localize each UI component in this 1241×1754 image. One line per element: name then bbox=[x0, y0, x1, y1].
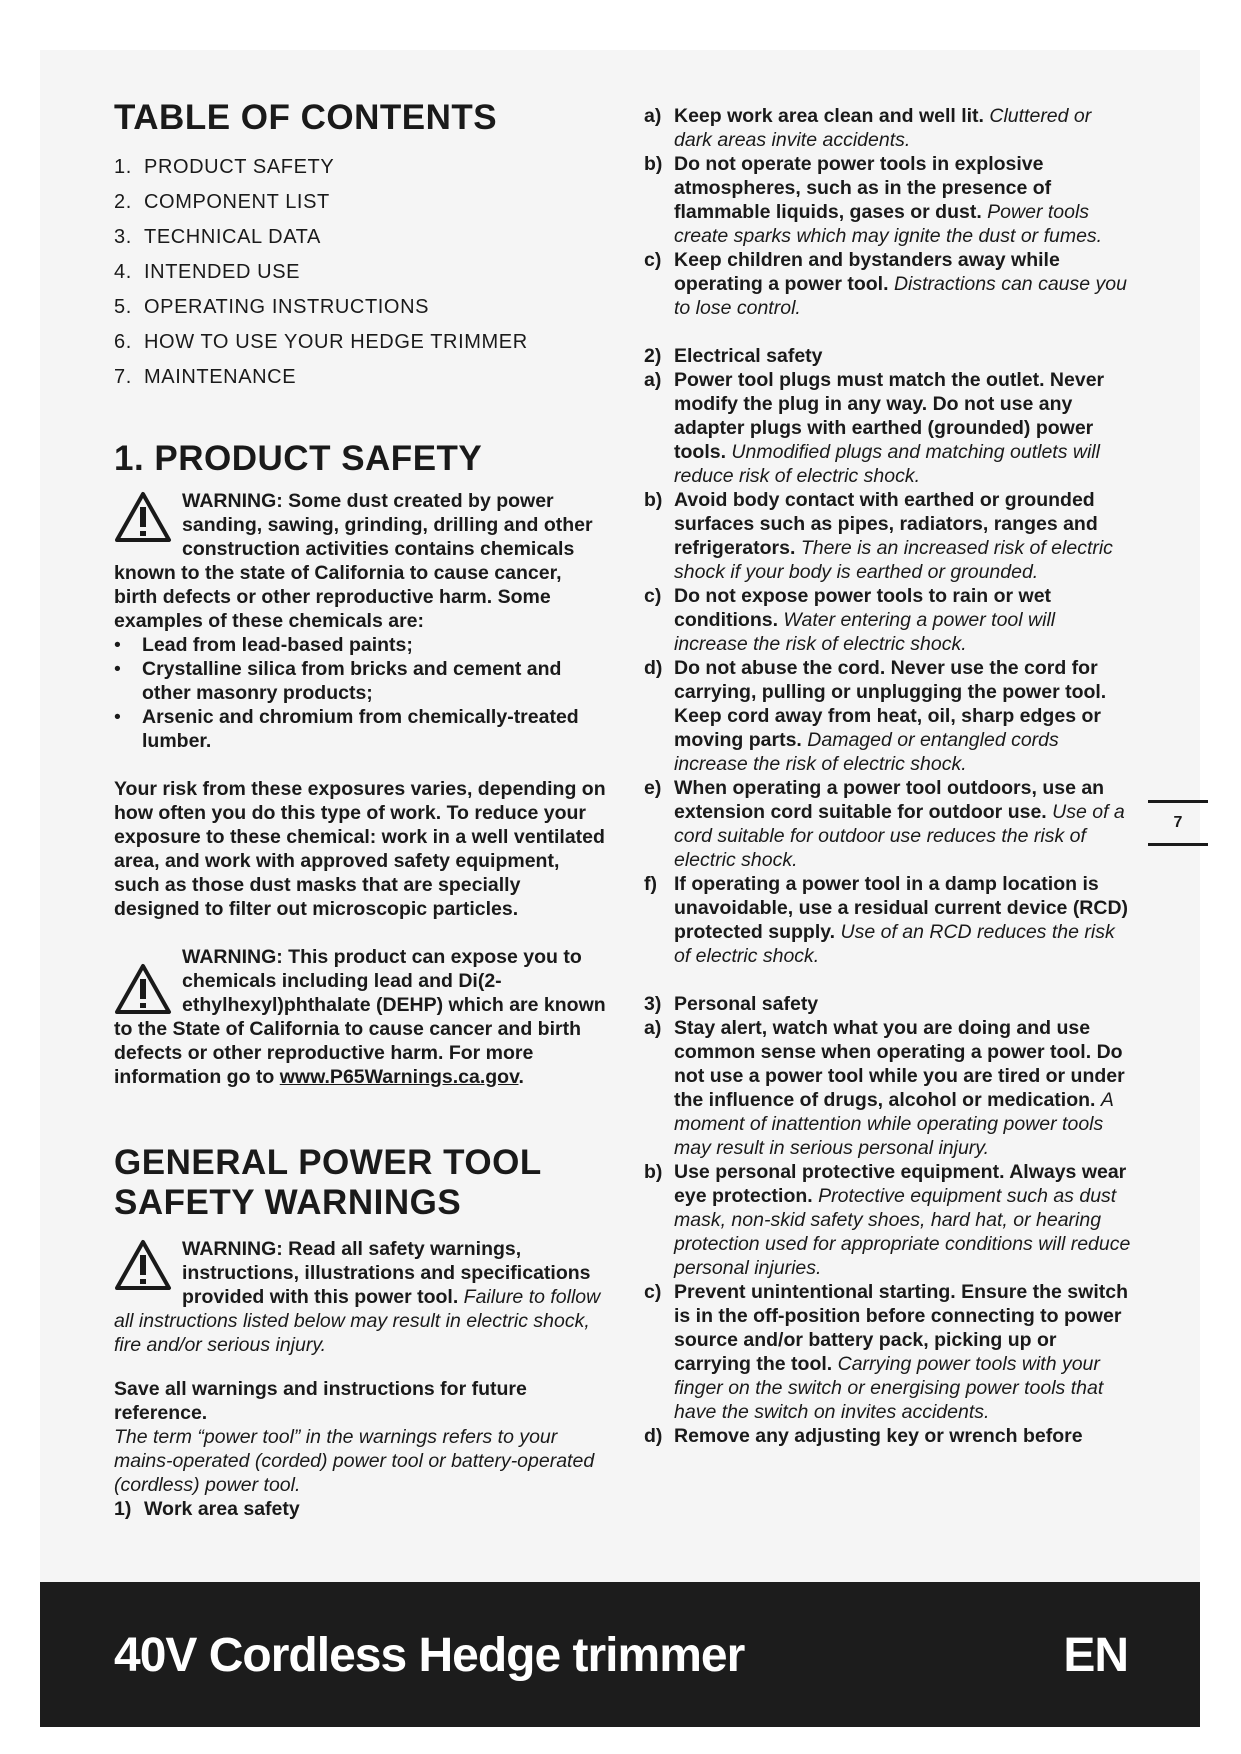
right-column bbox=[644, 104, 1134, 1448]
list-item: d) Do not abuse the cord. Never use the cord for carrying, pulling or unplugging the power tool. Keep cord away from heat, oil, sharp edges or moving parts. Damaged or entangled cords increase the risk of electric shock. bbox=[644, 657, 1107, 775]
list-item: • Lead from lead-based paints; bbox=[114, 633, 609, 657]
save-instructions: Save all warnings and instructions for future reference. bbox=[114, 1378, 527, 1424]
warning-triangle-icon bbox=[114, 963, 172, 1015]
list-item: b) Do not operate power tools in explosive atmospheres, such as in the presence of flammable liquids, gases or dust. Power tools create sparks which may ignite the dust or fumes. bbox=[644, 153, 1103, 247]
product-safety-heading: 1. PRODUCT SAFETY bbox=[114, 439, 483, 478]
chemical-list bbox=[114, 633, 609, 753]
warning-triangle-icon bbox=[114, 1239, 172, 1291]
general-warnings-heading: GENERAL POWER TOOL SAFETY WARNINGS bbox=[114, 1143, 542, 1222]
list-item: c) Do not expose power tools to rain or wet conditions. Water entering a power tool will increase the risk of electric shock. bbox=[644, 585, 1056, 655]
language-code: EN bbox=[1063, 1629, 1128, 1682]
toc-item[interactable]: 5. OPERATING INSTRUCTIONS bbox=[114, 296, 430, 318]
list-item: c) Prevent unintentional starting. Ensure the switch is in the off-position before connecting to power source and/or battery pack, picking up or carrying the tool. Carrying power tools with your finger on the switch or energising power tools that have the switch on invites accidents. bbox=[644, 1281, 1128, 1423]
footer-bar bbox=[40, 1582, 1200, 1727]
list-item: d) Remove any adjusting key or wrench before bbox=[644, 1425, 1083, 1447]
electrical-subheading: 2) Electrical safety bbox=[644, 345, 823, 367]
toc-item[interactable]: 2. COMPONENT LIST bbox=[114, 191, 330, 213]
list-item: a) Stay alert, watch what you are doing and use common sense when operating a power tool. Do not use a power tool while you are tired or under the influence of drugs, alcohol or medication. A moment of inattention while operating power tools may result in serious personal injury. bbox=[644, 1017, 1125, 1159]
list-item: a) Power tool plugs must match the outlet. Never modify the plug in any way. Do not use any adapter plugs with earthed (grounded) power tools. Unmodified plugs and matching outlets will reduce risk of electric shock. bbox=[644, 369, 1105, 487]
dust-warning: WARNING: Some dust created by power sanding, sawing, grinding, drilling and other construction activities contains chemicals known to the state of California to cause cancer, birth defects or other reproductive harm. Some examples of these chemicals are: bbox=[114, 490, 593, 632]
toc-item[interactable]: 4. INTENDED USE bbox=[114, 261, 301, 283]
term-definition: The term “power tool” in the warnings refers to your mains-operated (corded) power tool or battery-operated (cordless) power tool. bbox=[114, 1426, 595, 1496]
product-title: 40V Cordless Hedge trimmer bbox=[114, 1629, 745, 1682]
warning-triangle-icon bbox=[114, 491, 172, 543]
risk-paragraph: Your risk from these exposures varies, depending on how often you do this type of work. To reduce your exposure to these chemical: work in a well ventilated area, and work with approved safety equipment, such as those dust masks that are specially designed to filter out microscopic particles. bbox=[114, 778, 606, 920]
work-area-subheading: 1) Work area safety bbox=[114, 1498, 300, 1520]
toc-heading: TABLE OF CONTENTS bbox=[114, 98, 498, 137]
page-number: 7 bbox=[1173, 814, 1183, 831]
general-warning: WARNING: Read all safety warnings, instructions, illustrations and specifications provided with this power tool. Failure to follow all instructions listed below may result in electric shock, fire and/or serious injury. bbox=[114, 1238, 601, 1356]
personal-subheading: 3) Personal safety bbox=[644, 993, 819, 1015]
list-item: • Crystalline silica from bricks and cement and other masonry products; bbox=[114, 657, 609, 705]
p65-warning: WARNING: This product can expose you to chemicals including lead and Di(2-ethylhexyl)phthalate (DEHP) which are known to the State of California to cause cancer and birth defects or other reproductive harm. For more information go to www.P65Warnings.ca.gov. bbox=[114, 946, 606, 1088]
list-item: c) Keep children and bystanders away while operating a power tool. Distractions can cause you to lose control. bbox=[644, 249, 1127, 319]
page-number-tab bbox=[1148, 800, 1208, 846]
toc-item[interactable]: 7. MAINTENANCE bbox=[114, 366, 297, 388]
toc-item[interactable]: 3. TECHNICAL DATA bbox=[114, 226, 321, 248]
list-item: • Arsenic and chromium from chemically-treated lumber. bbox=[114, 705, 609, 753]
list-item: b) Use personal protective equipment. Always wear eye protection. Protective equipment such as dust mask, non-skid safety shoes, hard hat, or hearing protection used for appropriate conditions will reduce personal injuries. bbox=[644, 1161, 1131, 1279]
toc-list bbox=[114, 150, 609, 395]
list-item: e) When operating a power tool outdoors, use an extension cord suitable for outdoor use. Use of a cord suitable for outdoor use reduces the risk of electric shock. bbox=[644, 777, 1125, 871]
list-item: f) If operating a power tool in a damp location is unavoidable, use a residual current device (RCD) protected supply. Use of an RCD reduces the risk of electric shock. bbox=[644, 873, 1129, 967]
list-item: b) Avoid body contact with earthed or grounded surfaces such as pipes, radiators, ranges and refrigerators. There is an increased risk of electric shock if your body is earthed or grounded. bbox=[644, 489, 1113, 583]
toc-item[interactable]: 1. PRODUCT SAFETY bbox=[114, 156, 335, 178]
toc-item[interactable]: 6. HOW TO USE YOUR HEDGE TRIMMER bbox=[114, 331, 528, 353]
list-item: a) Keep work area clean and well lit. Cluttered or dark areas invite accidents. bbox=[644, 105, 1092, 151]
left-column bbox=[114, 98, 609, 1521]
p65-link[interactable]: www.P65Warnings.ca.gov bbox=[279, 1066, 519, 1088]
